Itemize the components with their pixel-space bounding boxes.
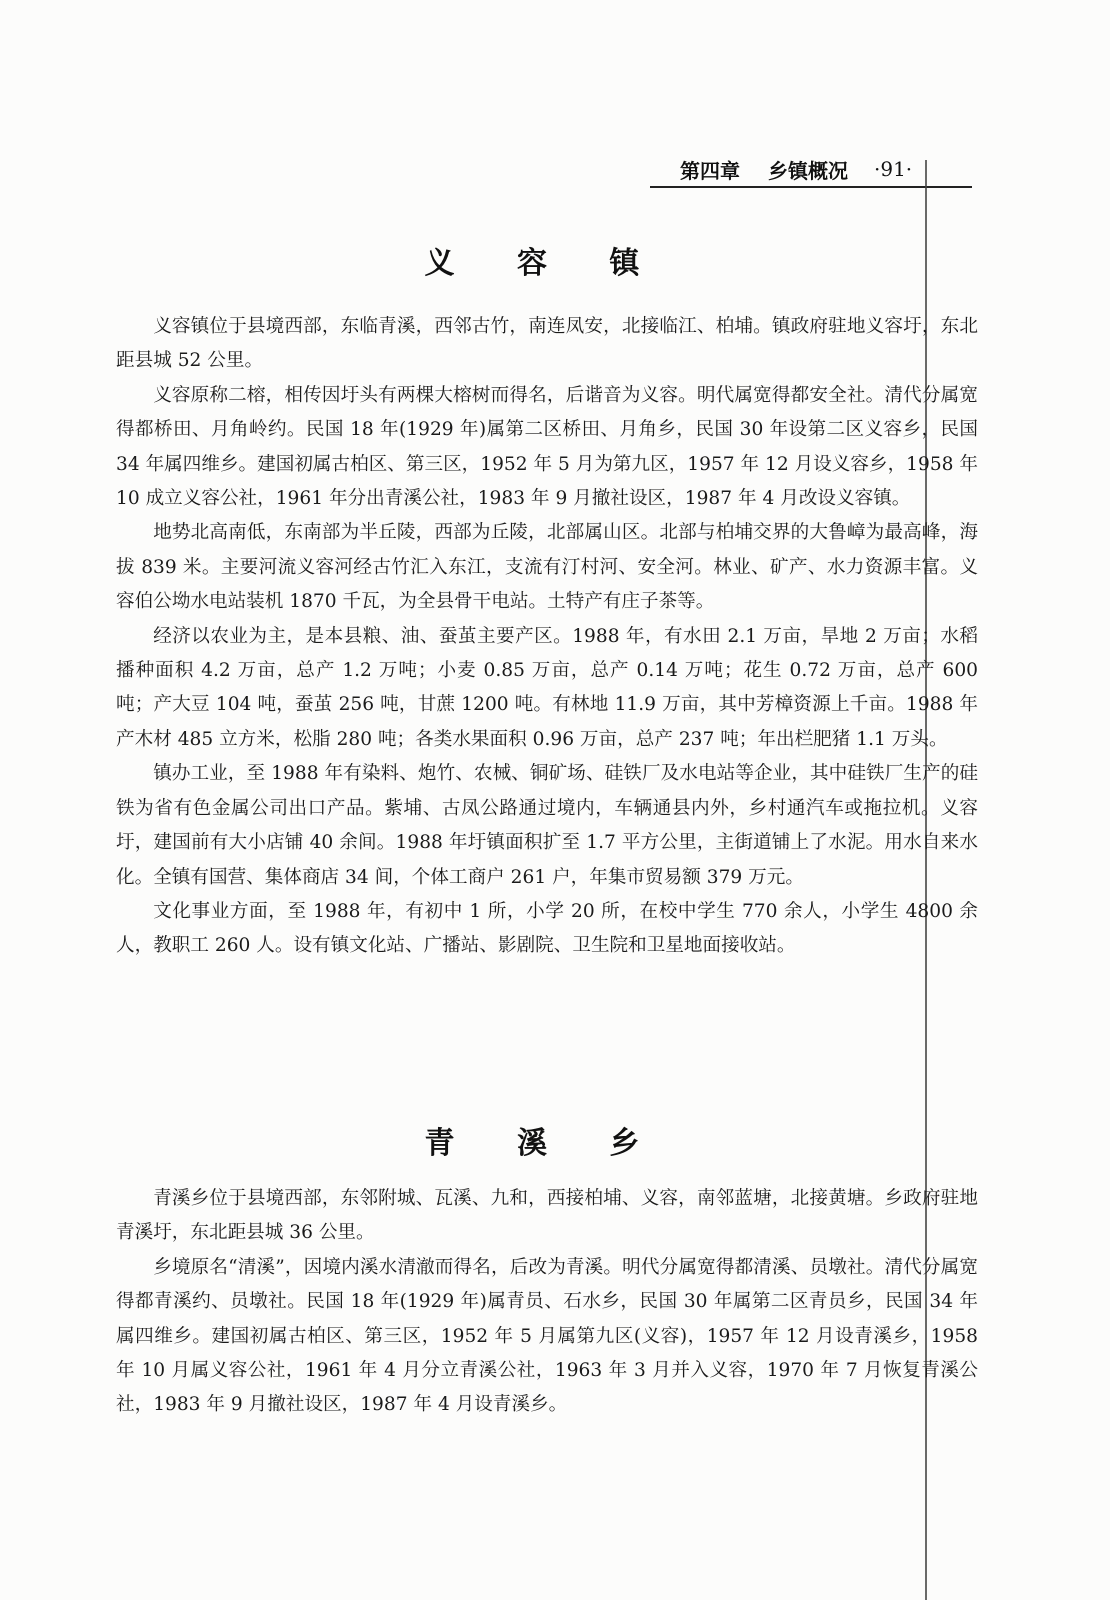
paragraph: 青溪乡位于县境西部，东邻附城、瓦溪、九和，西接柏埔、义容，南邻蓝塘，北接黄塘。乡政府驻地青溪圩，东北距县城 36 公里。 — [116, 1188, 978, 1244]
paragraph: 经济以农业为主，是本县粮、油、蚕茧主要产区。1988 年，有水田 2.1 万亩，旱地 2 万亩；水稻播种面积 4.2 万亩，总产 1.2 万吨；小麦 0.85 万亩，总产 0.14 万吨；花生 0.72 万亩，总产 600 吨；产大豆 104 吨，蚕茧 256 吨，甘蔗 1200 吨。有林地 11.9 万亩，其中芳樟资源上千亩。1988 年产木材 485 立方米，松脂 280 吨；各类水果面积 0.96 万亩，总产 237 吨；年出栏肥猪 1.1 万头。 — [116, 625, 978, 750]
paragraph: 乡境原名“清溪”，因境内溪水清澈而得名，后改为青溪。明代分属宽得都清溪、员墩社。清代分属宽得都青溪约、员墩社。民国 18 年(1929 年)属青员、石水乡，民国 30 年属第二区青员乡，民国 34 年属四维乡。建国初属古柏区、第三区，1952 年 5 月属第九区(义容)，1957 年 12 月设青溪乡，1958 年 10 月属义容公社，1961 年 4 月分立青溪公社，1963 年 3 月并入义容，1970 年 7 月恢复青溪公社，1983 年 9 月撤社设区，1987 年 4 月设青溪乡。 — [116, 1256, 978, 1416]
paragraph: 义容原称二榕，相传因圩头有两棵大榕树而得名，后谐音为义容。明代属宽得都安全社。清代分属宽得都桥田、月角岭约。民国 18 年(1929 年)属第二区桥田、月角乡，民国 30 年设第二区义容乡，民国 34 年属四维乡。建国初属古柏区、第三区，1952 年 5 月为第九区，1957 年 12 月设义容乡，1958 年 10 成立义容公社，1961 年分出青溪公社，1983 年 9 月撤社设区，1987 年 4 月改设义容镇。 — [116, 384, 978, 510]
section-body-qingxi — [116, 1182, 978, 1423]
header-rule — [650, 186, 972, 188]
chapter-title: 乡镇概况 — [768, 158, 848, 183]
section-title-yirong: 义 容 镇 — [424, 246, 666, 281]
paragraph: 义容镇位于县境西部，东临青溪，西邻古竹，南连凤安，北接临江、柏埔。镇政府驻地义容圩，东北距县城 52 公里。 — [116, 316, 978, 372]
chapter-label: 第四章 — [680, 158, 740, 183]
section-body-yirong — [116, 310, 978, 964]
section-title-qingxi: 青 溪 乡 — [424, 1126, 666, 1161]
paragraph: 文化事业方面，至 1988 年，有初中 1 所，小学 20 所，在校中学生 770 余人，小学生 4800 余人，教职工 260 人。设有镇文化站、广播站、影剧院、卫生院和卫星地面接收站。 — [116, 900, 978, 957]
paragraph: 镇办工业，至 1988 年有染料、炮竹、农械、铜矿场、硅铁厂及水电站等企业，其中硅铁厂生产的硅铁为省有色金属公司出口产品。紫埔、古凤公路通过境内，车辆通县内外，乡村通汽车或拖拉机。义容圩，建国前有大小店铺 40 余间。1988 年圩镇面积扩至 1.7 平方公里，主街道铺上了水泥。用水自来水化。全镇有国营、集体商店 34 间，个体工商户 261 户，年集市贸易额 379 万元。 — [116, 763, 978, 888]
page-number: ·91· — [874, 157, 913, 181]
running-header — [650, 152, 980, 186]
paragraph: 地势北高南低，东南部为半丘陵，西部为丘陵，北部属山区。北部与柏埔交界的大鲁嶂为最高峰，海拔 839 米。主要河流义容河经古竹汇入东江，支流有汀村河、安全河。林业、矿产、水力资源丰富。义容伯公坳水电站装机 1870 千瓦，为全县骨干电站。土特产有庄子茶等。 — [116, 522, 978, 613]
